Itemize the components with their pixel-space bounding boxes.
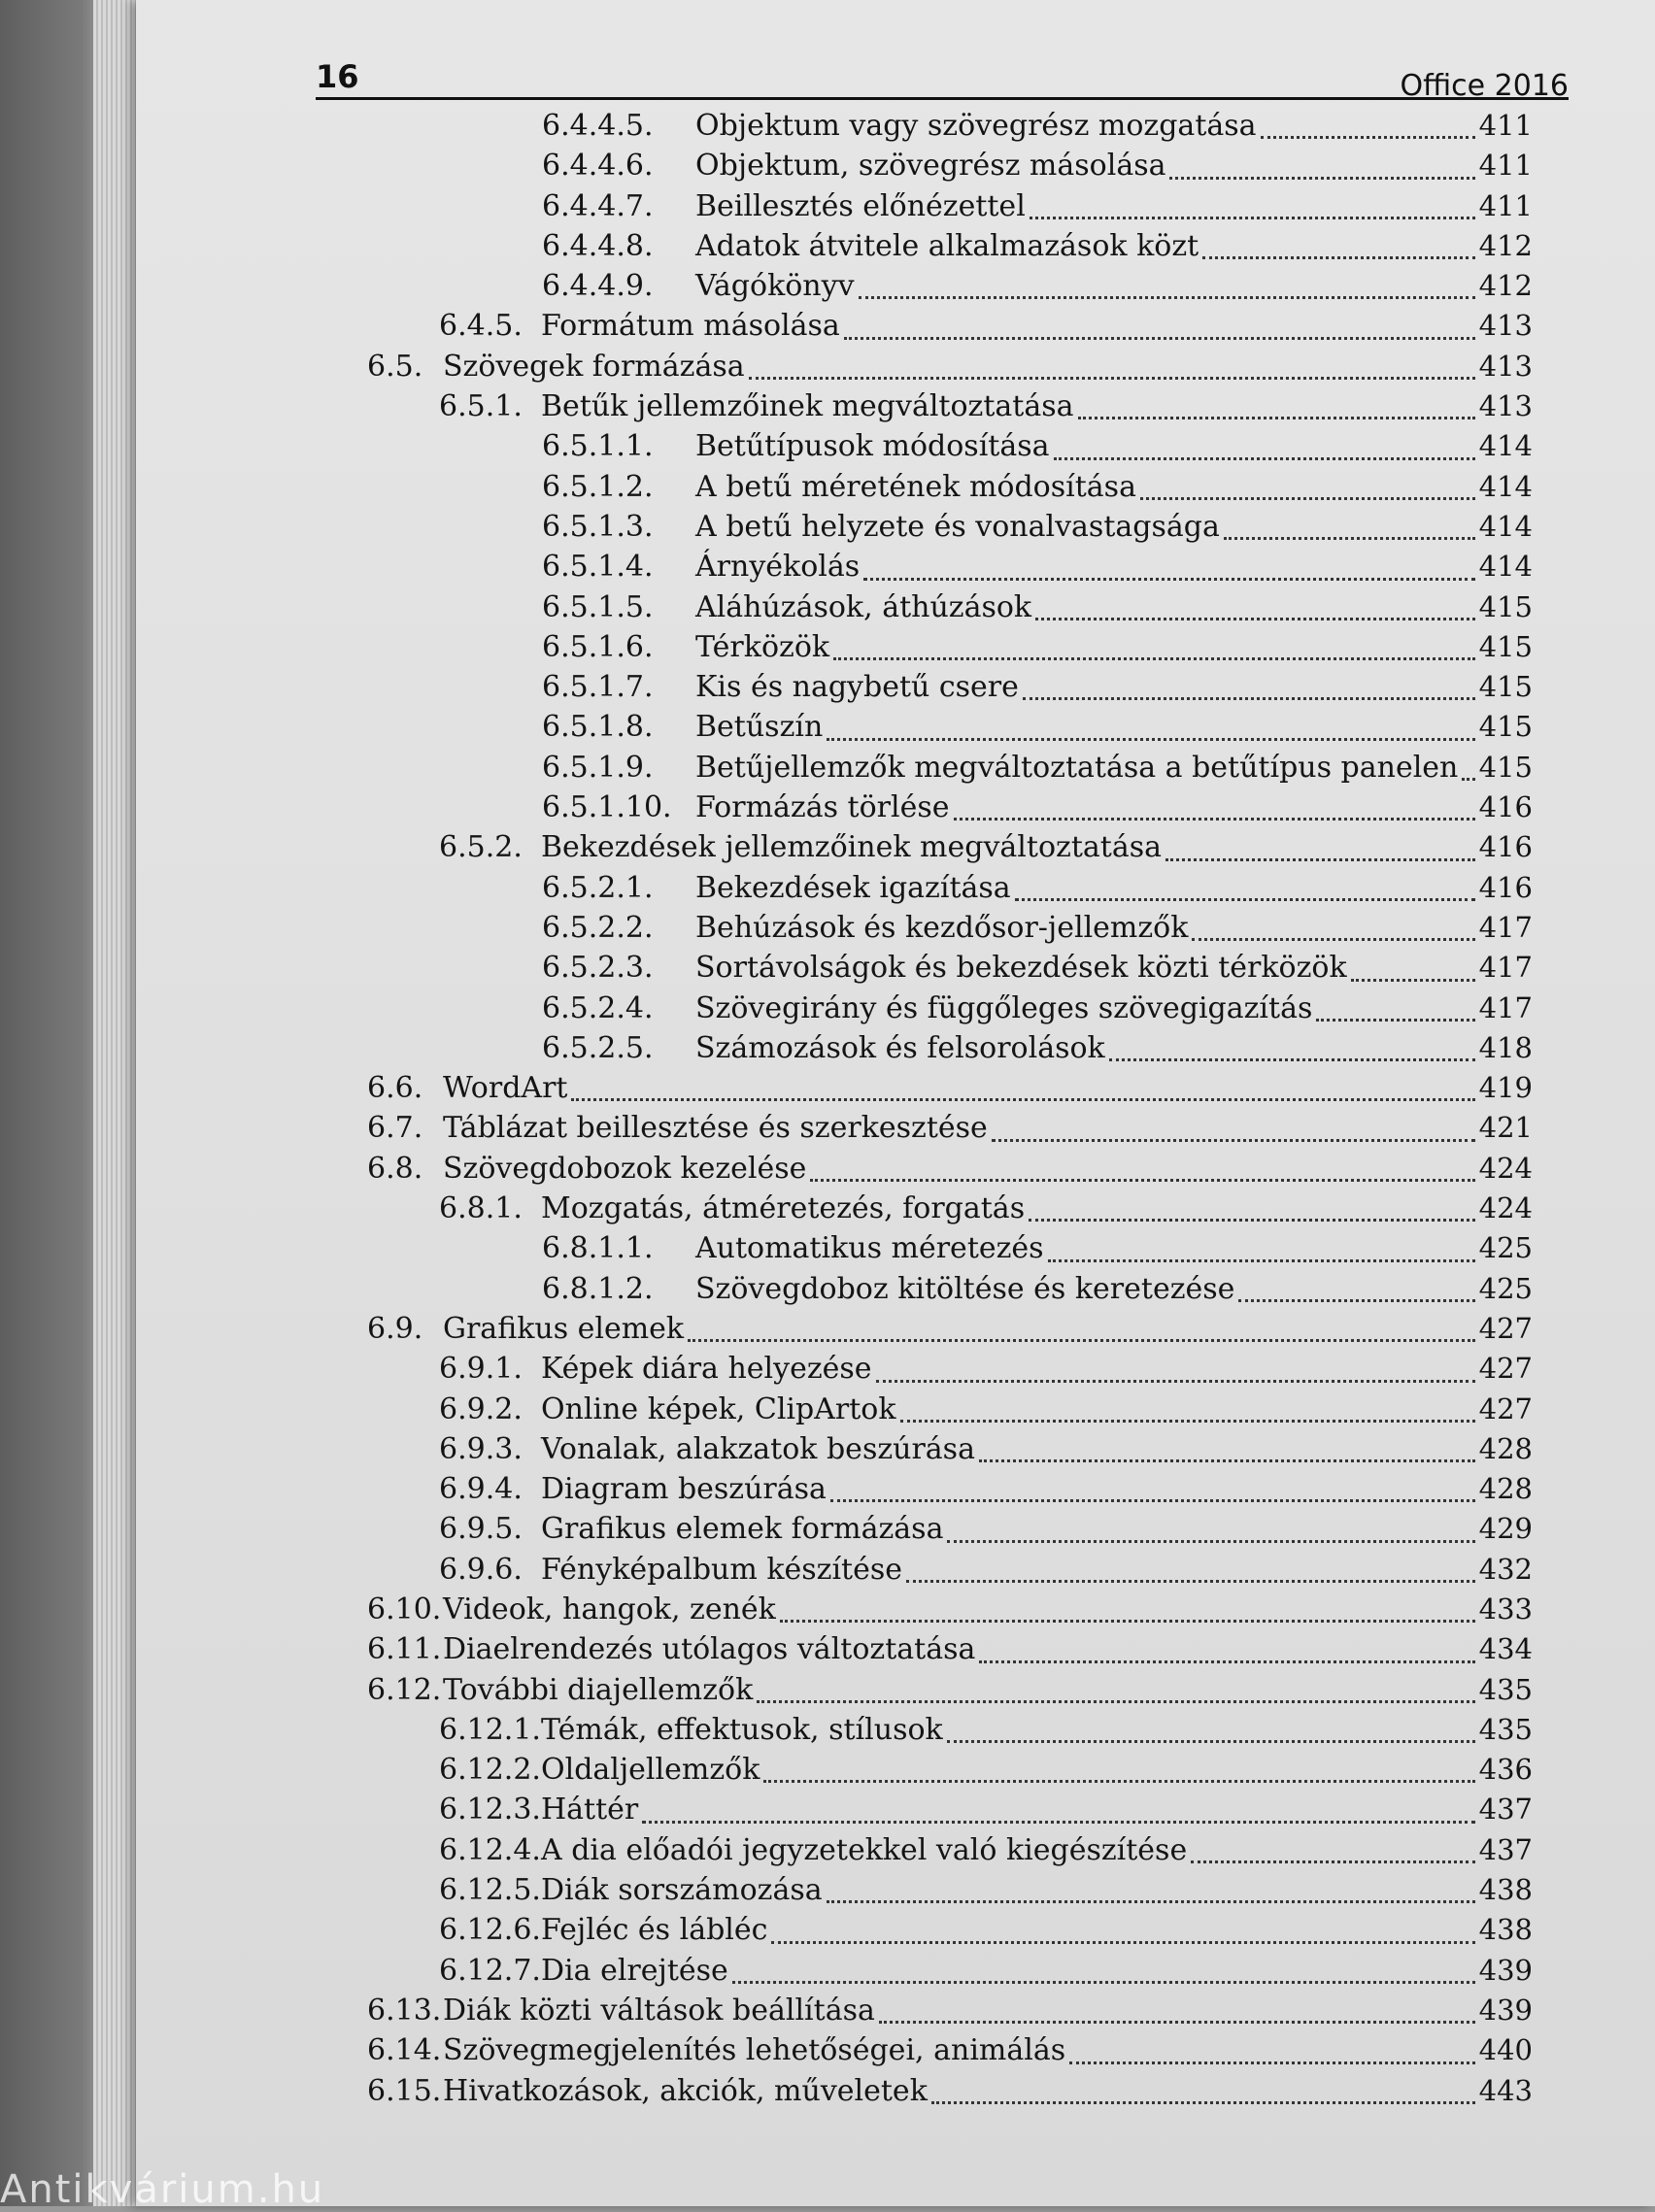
- toc-entry: [0, 429, 1533, 469]
- toc-entry-number: 6.5.1.2.: [542, 469, 654, 504]
- dot-leader: [1048, 1258, 1475, 1262]
- toc-entry-page: 412: [1478, 228, 1533, 262]
- dot-leader: [780, 1619, 1475, 1623]
- dot-leader: [1202, 255, 1474, 259]
- toc-entry-title: Dia elrejtése: [541, 1953, 728, 1988]
- dot-leader: [1169, 176, 1474, 180]
- toc-entry: [0, 1833, 1533, 1873]
- toc-entry-page: 443: [1478, 2073, 1533, 2107]
- toc-entry: [0, 1954, 1533, 1994]
- toc-entry-title: Táblázat beillesztése és szerkesztése: [443, 1111, 988, 1146]
- toc-entry-page: 427: [1478, 1391, 1533, 1425]
- dot-leader: [1224, 536, 1475, 540]
- toc-entry-page: 416: [1478, 870, 1533, 904]
- toc-entry-title: Grafikus elemek formázása: [541, 1512, 944, 1547]
- book-title: Office 2016: [1400, 69, 1569, 103]
- dot-leader: [1023, 696, 1475, 700]
- toc-entry-page: 417: [1478, 951, 1533, 985]
- toc-entry: [0, 911, 1533, 951]
- dot-leader: [906, 1579, 1475, 1583]
- toc-entry: [0, 670, 1533, 710]
- toc-entry: [0, 1352, 1533, 1391]
- toc-entry-page: 438: [1478, 1913, 1533, 1947]
- toc-entry-page: 432: [1478, 1552, 1533, 1586]
- toc-entry: [0, 991, 1533, 1031]
- toc-entry-title: Szövegdoboz kitöltése és keretezése: [695, 1271, 1235, 1306]
- toc-entry-page: 440: [1478, 2033, 1533, 2067]
- toc-entry-page: 412: [1478, 269, 1533, 303]
- dot-leader: [1191, 1860, 1474, 1863]
- toc-entry: [0, 630, 1533, 670]
- dot-leader: [1109, 1057, 1475, 1061]
- toc-entry-number: 6.14.: [367, 2033, 442, 2068]
- toc-entry-page: 415: [1478, 670, 1533, 704]
- toc-entry-number: 6.12.6.: [439, 1913, 541, 1948]
- toc-entry: [0, 1231, 1533, 1271]
- toc-entry-number: 6.4.4.5.: [542, 109, 654, 143]
- dot-leader: [1238, 1298, 1474, 1302]
- toc-entry: [0, 1793, 1533, 1832]
- toc-entry-number: 6.5.2.3.: [542, 951, 654, 986]
- toc-entry: [0, 269, 1533, 309]
- toc-entry-number: 6.5.2.: [439, 830, 523, 865]
- toc-entry: [0, 1111, 1533, 1151]
- toc-entry-number: 6.4.5.: [439, 309, 523, 344]
- dot-leader: [844, 336, 1475, 340]
- toc-entry-page: 413: [1478, 389, 1533, 423]
- toc-entry-title: Vágókönyv: [695, 269, 855, 304]
- toc-entry-page: 436: [1478, 1753, 1533, 1787]
- toc-entry-number: 6.5.1.7.: [542, 670, 654, 705]
- dot-leader: [900, 1419, 1475, 1423]
- toc-entry: [0, 790, 1533, 830]
- toc-entry-number: 6.8.1.2.: [542, 1271, 654, 1306]
- dot-leader: [1078, 416, 1475, 419]
- toc-entry-title: Formázás törlése: [695, 790, 950, 825]
- toc-entry-number: 6.15.: [367, 2073, 442, 2108]
- toc-entry-page: 411: [1478, 188, 1533, 222]
- toc-entry-number: 6.12.4.: [439, 1832, 541, 1867]
- toc-entry-page: 424: [1478, 1151, 1533, 1185]
- toc-entry-page: 414: [1478, 550, 1533, 584]
- toc-entry-page: 424: [1478, 1191, 1533, 1225]
- toc-entry-number: 6.10.: [367, 1592, 442, 1626]
- toc-entry-page: 419: [1478, 1071, 1533, 1105]
- toc-entry-page: 414: [1478, 509, 1533, 543]
- toc-entry: [0, 2033, 1533, 2073]
- dot-leader: [1054, 456, 1475, 460]
- toc-entry-page: 437: [1478, 1793, 1533, 1827]
- toc-entry-title: WordArt: [443, 1071, 568, 1106]
- dot-leader: [688, 1338, 1475, 1342]
- toc-entry-number: 6.5.1.1.: [542, 429, 654, 464]
- toc-entry-number: 6.5.2.1.: [542, 870, 654, 905]
- toc-entry-title: Szövegmegjelenítés lehetőségei, animálás: [443, 2033, 1066, 2068]
- toc-entry-page: 434: [1478, 1632, 1533, 1666]
- toc-entry-page: 428: [1478, 1472, 1533, 1506]
- toc-entry-number: 6.6.: [367, 1071, 423, 1106]
- toc-entry: [0, 710, 1533, 750]
- toc-entry-number: 6.9.6.: [439, 1552, 523, 1587]
- dot-leader: [876, 1379, 1475, 1383]
- toc-entry-title: Behúzások és kezdősor-jellemzők: [695, 910, 1189, 945]
- toc-entry-title: Diagram beszúrása: [541, 1472, 827, 1507]
- toc-entry-title: Szövegirány és függőleges szövegigazítás: [695, 990, 1313, 1025]
- dot-leader: [827, 1899, 1475, 1903]
- dot-leader: [947, 1739, 1475, 1743]
- toc-entry-number: 6.5.1.4.: [542, 550, 654, 585]
- toc-entry: [0, 2074, 1533, 2114]
- toc-entry: [0, 229, 1533, 269]
- toc-entry-title: Képek diára helyezése: [541, 1352, 872, 1387]
- toc-entry: [0, 1553, 1533, 1592]
- toc-entry: [0, 309, 1533, 349]
- toc-entry-title: Oldaljellemzők: [541, 1753, 760, 1788]
- toc-entry-title: A dia előadói jegyzetekkel való kiegészítése: [541, 1832, 1188, 1867]
- toc-entry-number: 6.9.: [367, 1311, 423, 1346]
- dot-leader: [571, 1097, 1474, 1101]
- toc-entry-title: Betűk jellemzőinek megváltoztatása: [541, 389, 1074, 424]
- dot-leader: [1030, 216, 1475, 219]
- toc-entry: [0, 830, 1533, 870]
- toc-entry-page: 416: [1478, 790, 1533, 824]
- toc-entry-title: Aláhúzások, áthúzások: [695, 589, 1032, 624]
- toc-entry-title: Számozások és felsorolások: [695, 1030, 1105, 1065]
- dot-leader: [732, 1980, 1475, 1984]
- toc-entry-number: 6.9.4.: [439, 1472, 523, 1507]
- toc-entry-title: Bekezdések igazítása: [695, 870, 1011, 905]
- toc-entry-title: Diák sorszámozása: [541, 1873, 823, 1908]
- toc-entry: [0, 510, 1533, 550]
- dot-leader: [979, 1458, 1475, 1462]
- toc-entry-number: 6.5.1.5.: [542, 589, 654, 624]
- dot-leader: [1029, 1218, 1475, 1222]
- toc-entry-page: 416: [1478, 830, 1533, 864]
- toc-entry-title: Diák közti váltások beállítása: [443, 1993, 875, 2028]
- toc-entry-number: 6.5.2.4.: [542, 990, 654, 1025]
- toc-entry-title: A betű helyzete és vonalvastagsága: [695, 509, 1220, 544]
- toc-entry: [0, 590, 1533, 630]
- toc-entry: [0, 1673, 1533, 1713]
- toc-entry-page: 428: [1478, 1431, 1533, 1465]
- dot-leader: [879, 2020, 1475, 2024]
- toc-entry: [0, 1913, 1533, 1953]
- toc-entry-page: 425: [1478, 1271, 1533, 1305]
- toc-entry-page: 411: [1478, 109, 1533, 142]
- dot-leader: [1015, 897, 1475, 901]
- dot-leader: [757, 1699, 1474, 1703]
- toc-entry-page: 413: [1478, 349, 1533, 383]
- toc-entry-page: 411: [1478, 149, 1533, 183]
- toc-entry-number: 6.5.1.3.: [542, 509, 654, 544]
- dot-leader: [771, 1940, 1474, 1944]
- toc-entry-title: A betű méretének módosítása: [695, 469, 1136, 504]
- toc-entry-number: 6.12.5.: [439, 1873, 541, 1908]
- toc-entry: [0, 550, 1533, 589]
- toc-entry-number: 6.5.2.2.: [542, 910, 654, 945]
- toc-entry: [0, 1472, 1533, 1512]
- toc-entry-title: Betűjellemzők megváltoztatása a betűtípus panelen: [695, 750, 1459, 785]
- toc-entry-number: 6.8.: [367, 1151, 423, 1186]
- toc-entry: [0, 109, 1533, 149]
- toc-entry-number: 6.5.: [367, 349, 423, 384]
- toc-entry-title: Sortávolságok és bekezdések közti térközök: [695, 951, 1347, 986]
- toc-entry: [0, 951, 1533, 990]
- dot-leader: [1192, 937, 1474, 941]
- toc-entry: [0, 470, 1533, 510]
- dot-leader: [1316, 1018, 1474, 1022]
- dot-leader: [1261, 135, 1475, 139]
- toc-entry-page: 414: [1478, 429, 1533, 463]
- toc-entry-number: 6.11.: [367, 1632, 442, 1667]
- toc-entry: [0, 1592, 1533, 1632]
- toc-entry: [0, 1312, 1533, 1352]
- toc-entry-page: 435: [1478, 1672, 1533, 1706]
- toc-entry-page: 439: [1478, 1993, 1533, 2027]
- toc-entry-title: További diajellemzők: [443, 1672, 754, 1707]
- toc-entry-title: Adatok átvitele alkalmazások közt: [695, 228, 1199, 263]
- dot-leader: [931, 2100, 1475, 2104]
- dot-leader: [642, 1820, 1474, 1824]
- toc-entry: [0, 149, 1533, 188]
- toc-entry-title: Fejléc és lábléc: [541, 1913, 768, 1948]
- toc-entry-title: Grafikus elemek: [443, 1311, 685, 1346]
- toc-entry-title: Objektum vagy szövegrész mozgatása: [695, 109, 1257, 143]
- toc-entry-number: 6.5.1.6.: [542, 629, 654, 664]
- toc-entry-title: Objektum, szövegrész másolása: [695, 149, 1166, 184]
- toc-entry-title: Szövegek formázása: [443, 349, 745, 384]
- toc-entry-title: Mozgatás, átméretezés, forgatás: [541, 1191, 1026, 1226]
- toc-entry-number: 6.9.2.: [439, 1391, 523, 1426]
- toc-entry-page: 415: [1478, 589, 1533, 623]
- toc-entry-page: 438: [1478, 1873, 1533, 1907]
- toc-entry-page: 421: [1478, 1111, 1533, 1145]
- toc-entry-page: 427: [1478, 1311, 1533, 1345]
- toc-entry-number: 6.12.7.: [439, 1953, 541, 1988]
- dot-leader: [954, 817, 1475, 821]
- dot-leader: [979, 1659, 1474, 1663]
- toc-entry-number: 6.7.: [367, 1111, 423, 1146]
- toc-entry-number: 6.4.4.9.: [542, 269, 654, 304]
- toc-entry: [0, 1392, 1533, 1432]
- toc-entry-number: 6.5.1.9.: [542, 750, 654, 785]
- toc-entry-page: 414: [1478, 469, 1533, 503]
- toc-entry: [0, 1512, 1533, 1552]
- dot-leader: [1140, 496, 1475, 500]
- toc-entry: [0, 871, 1533, 911]
- toc-entry-page: 415: [1478, 710, 1533, 744]
- dot-leader: [833, 656, 1475, 660]
- page-number: 16: [316, 58, 359, 95]
- dot-leader: [1069, 2061, 1475, 2064]
- page-header: [316, 54, 1569, 103]
- toc-entry-title: Vonalak, alakzatok beszúrása: [541, 1431, 975, 1466]
- toc-entry-number: 6.9.3.: [439, 1431, 523, 1466]
- toc-entry: [0, 1873, 1533, 1913]
- toc-entry-title: Háttér: [541, 1793, 639, 1827]
- table-of-contents: [0, 109, 1655, 2114]
- dot-leader: [763, 1779, 1474, 1783]
- toc-entry-number: 6.9.5.: [439, 1512, 523, 1547]
- toc-entry: [0, 1191, 1533, 1231]
- dot-leader: [1035, 617, 1475, 620]
- dot-leader: [859, 295, 1475, 299]
- toc-entry-page: 418: [1478, 1030, 1533, 1064]
- toc-entry-number: 6.4.4.7.: [542, 188, 654, 223]
- toc-entry-number: 6.8.1.: [439, 1191, 523, 1226]
- toc-entry: [0, 350, 1533, 389]
- toc-entry-number: 6.8.1.1.: [542, 1231, 654, 1266]
- toc-entry: [0, 389, 1533, 429]
- toc-entry-page: 417: [1478, 910, 1533, 944]
- dot-leader: [1351, 978, 1475, 982]
- dot-leader: [827, 737, 1474, 741]
- dot-leader: [992, 1138, 1475, 1142]
- toc-entry-page: 439: [1478, 1953, 1533, 1987]
- toc-entry-page: 413: [1478, 309, 1533, 343]
- toc-entry-page: 425: [1478, 1231, 1533, 1265]
- toc-entry-title: Online képek, ClipArtok: [541, 1391, 896, 1426]
- toc-entry-title: Kis és nagybetű csere: [695, 670, 1019, 705]
- toc-entry-number: 6.5.2.5.: [542, 1030, 654, 1065]
- toc-entry: [0, 189, 1533, 229]
- dot-leader: [810, 1178, 1474, 1182]
- dot-leader: [1165, 857, 1475, 861]
- toc-entry: [0, 1713, 1533, 1753]
- toc-entry-number: 6.9.1.: [439, 1352, 523, 1387]
- toc-entry-number: 6.12.3.: [439, 1793, 541, 1827]
- toc-entry-number: 6.5.1.10.: [542, 790, 672, 825]
- toc-entry-page: 437: [1478, 1832, 1533, 1866]
- dot-leader: [863, 577, 1474, 581]
- dot-leader: [1462, 777, 1474, 781]
- toc-entry: [0, 1632, 1533, 1672]
- toc-entry-page: 417: [1478, 990, 1533, 1024]
- toc-entry-title: Automatikus méretezés: [695, 1231, 1044, 1266]
- toc-entry-number: 6.12.1.: [439, 1712, 541, 1747]
- toc-entry-number: 6.12.: [367, 1672, 442, 1707]
- toc-entry-title: Betűszín: [695, 710, 824, 745]
- toc-entry-title: Árnyékolás: [695, 550, 861, 585]
- toc-entry-page: 433: [1478, 1592, 1533, 1625]
- toc-entry: [0, 1272, 1533, 1312]
- toc-entry-number: 6.4.4.6.: [542, 149, 654, 184]
- dot-leader: [830, 1498, 1475, 1502]
- toc-entry-page: 435: [1478, 1712, 1533, 1746]
- dot-leader: [749, 376, 1475, 380]
- toc-entry: [0, 1753, 1533, 1793]
- toc-entry-title: Szövegdobozok kezelése: [443, 1151, 807, 1186]
- toc-entry-title: Témák, effektusok, stílusok: [541, 1712, 943, 1747]
- watermark: Antikvárium.hu: [0, 2167, 325, 2212]
- toc-entry-title: Térközök: [695, 629, 830, 664]
- toc-entry-title: Betűtípusok módosítása: [695, 429, 1050, 464]
- toc-entry: [0, 1071, 1533, 1111]
- toc-entry-number: 6.12.2.: [439, 1753, 541, 1788]
- toc-entry-number: 6.5.1.: [439, 389, 523, 424]
- toc-entry-title: Bekezdések jellemzőinek megváltoztatása: [541, 830, 1162, 865]
- toc-entry-title: Diaelrendezés utólagos változtatása: [443, 1632, 976, 1667]
- toc-entry-title: Beillesztés előnézettel: [695, 188, 1026, 223]
- toc-entry-page: 427: [1478, 1352, 1533, 1386]
- toc-entry-title: Fényképalbum készítése: [541, 1552, 903, 1587]
- toc-entry-page: 415: [1478, 629, 1533, 663]
- toc-entry: [0, 1432, 1533, 1472]
- toc-entry: [0, 751, 1533, 790]
- toc-entry: [0, 1994, 1533, 2033]
- toc-entry-number: 6.5.1.8.: [542, 710, 654, 745]
- toc-entry-title: Hivatkozások, akciók, műveletek: [443, 2073, 928, 2108]
- toc-entry-page: 415: [1478, 750, 1533, 784]
- toc-entry-title: Formátum másolása: [541, 309, 840, 344]
- toc-entry-title: Videok, hangok, zenék: [443, 1592, 776, 1626]
- toc-entry: [0, 1152, 1533, 1191]
- toc-entry-number: 6.13.: [367, 1993, 442, 2028]
- dot-leader: [947, 1539, 1474, 1543]
- toc-entry-page: 429: [1478, 1512, 1533, 1546]
- toc-entry-number: 6.4.4.8.: [542, 228, 654, 263]
- toc-entry: [0, 1031, 1533, 1071]
